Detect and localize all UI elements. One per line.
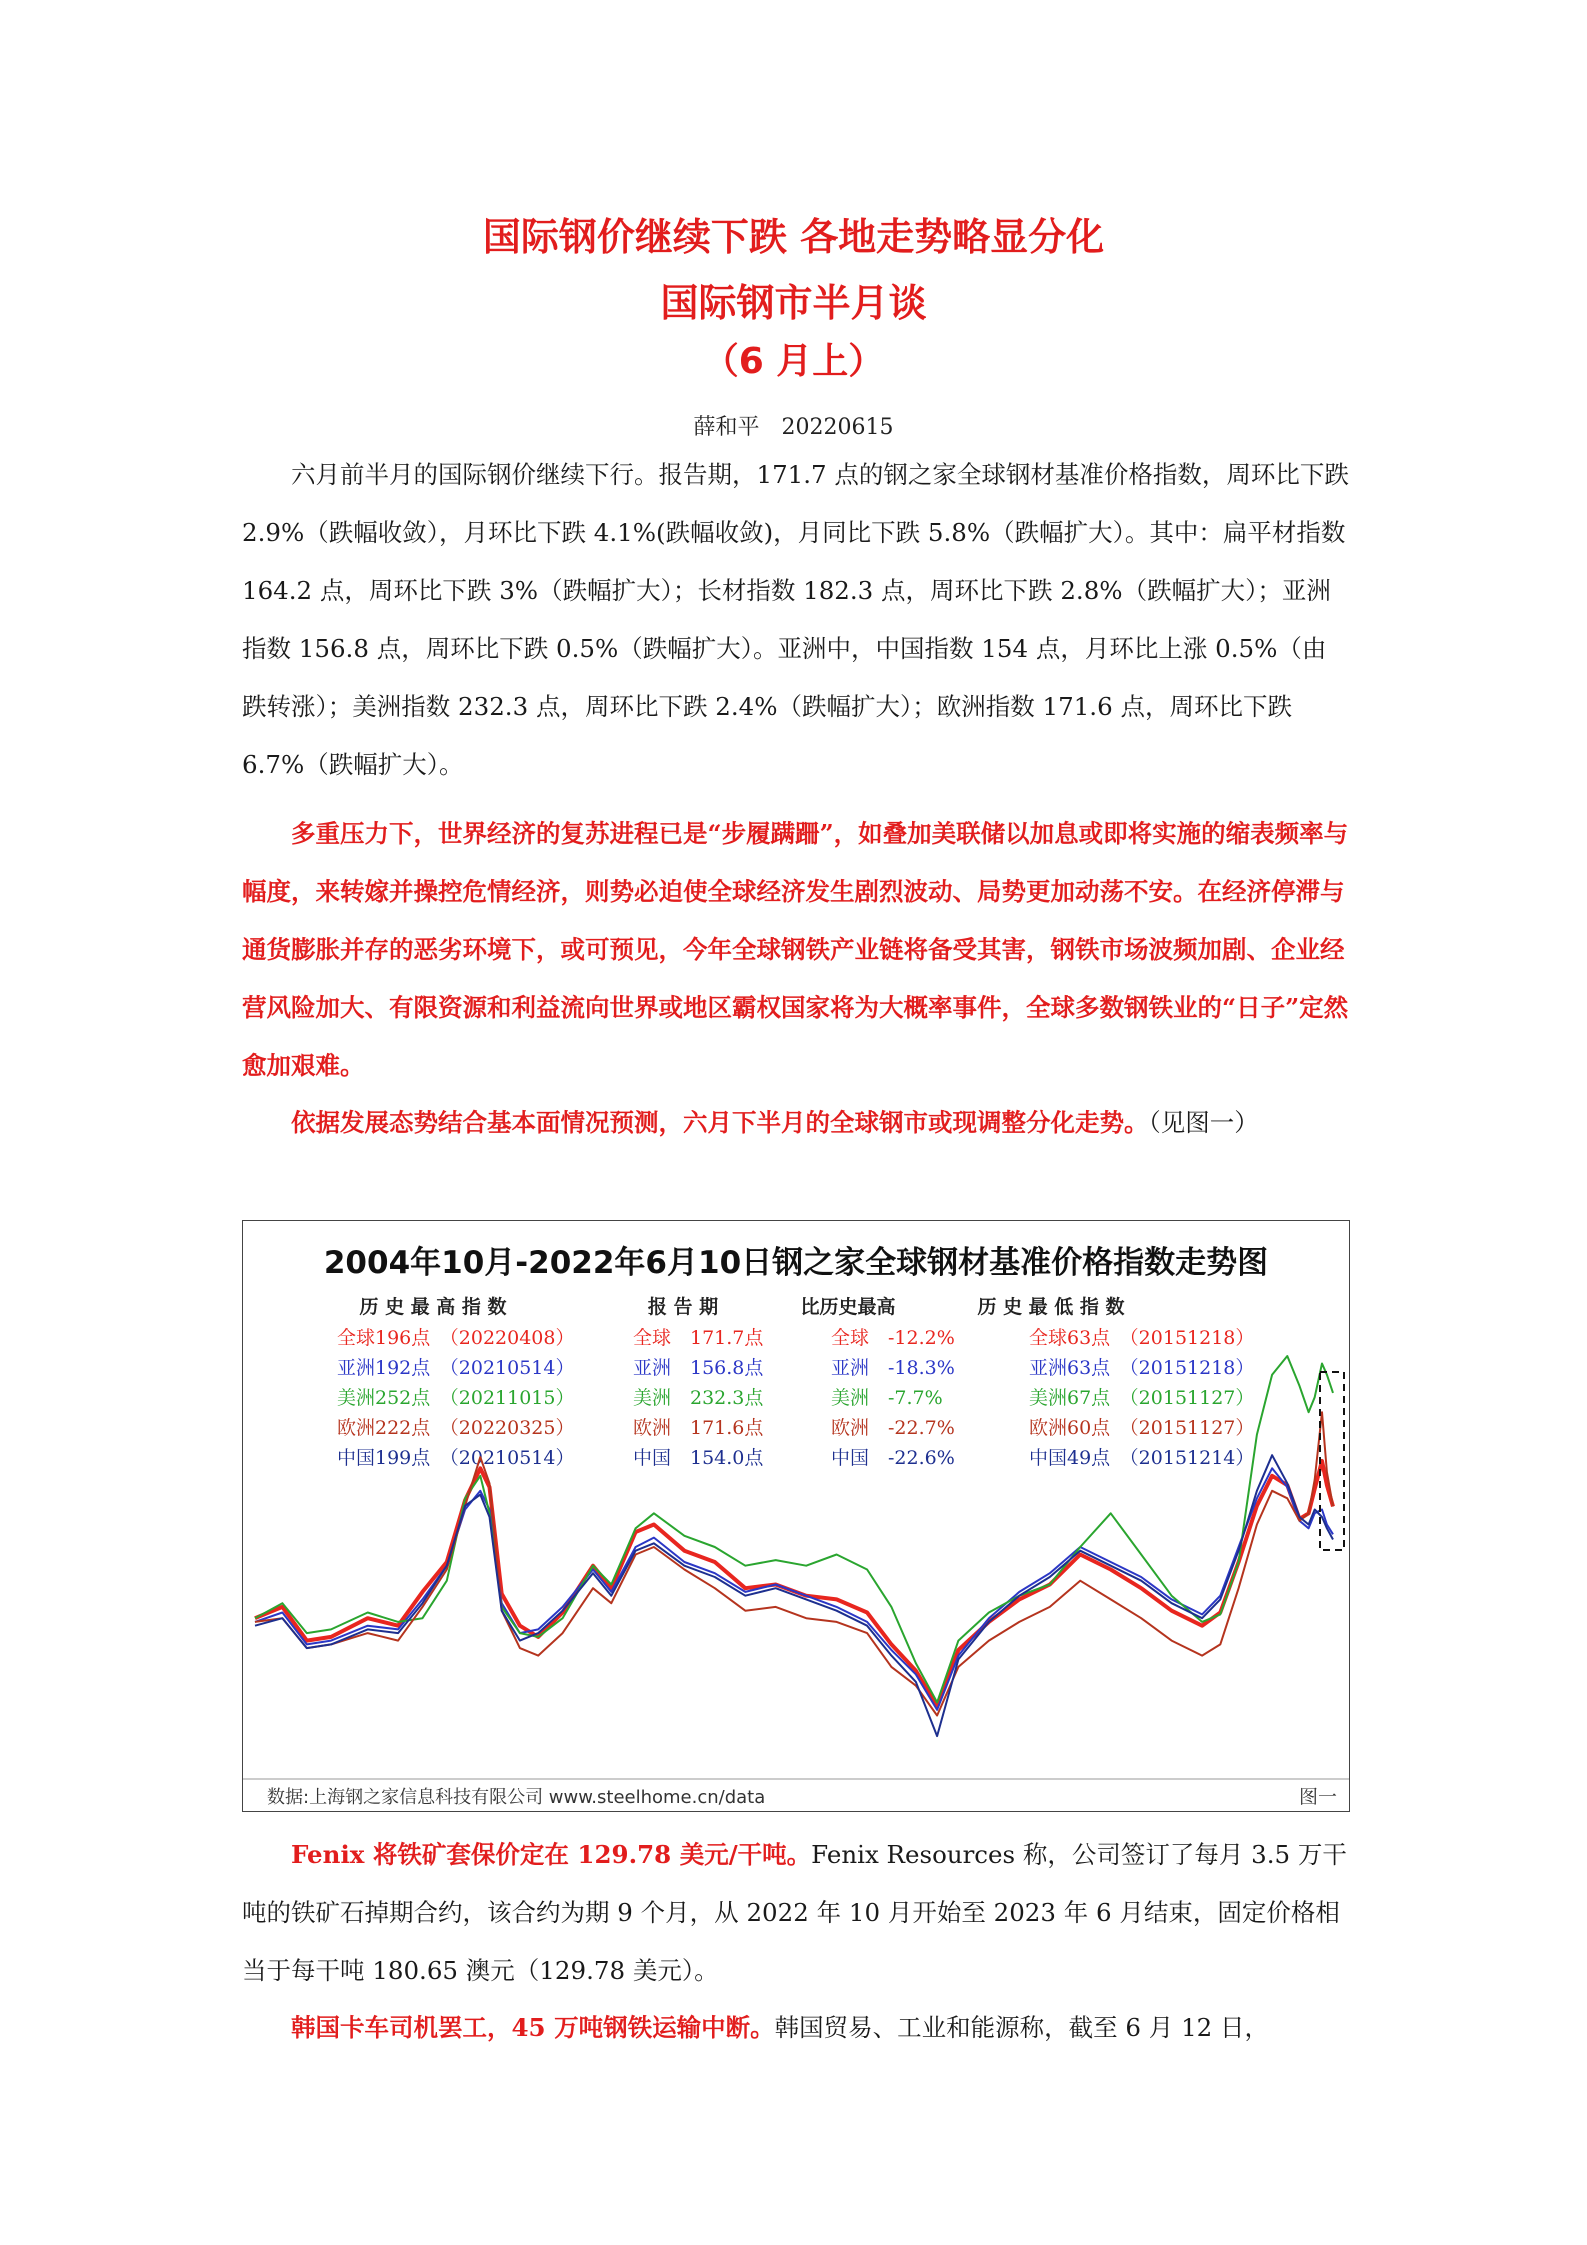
table-cell: 全球196点 （20220408） [337,1327,575,1349]
table-cell: 中国199点 （20210514） [337,1447,575,1469]
author-byline: 薛和平 20220615 [693,415,894,440]
article-period: （6 月上） [702,341,885,382]
table-cell: 全球 171.7点 [633,1327,764,1349]
article-subtitle: 国际钢市半月谈 [660,281,927,325]
table-cell: 全球63点 （20151218） [1029,1327,1255,1349]
chart-title: 2004年10月-2022年6月10日钢之家全球钢材基准价格指数走势图 [323,1245,1269,1281]
table-header: 报 告 期 [647,1296,719,1318]
paragraph-korea [242,1999,1350,2057]
table-cell: 亚洲192点 （20210514） [337,1357,575,1379]
table-cell: 全球 -12.2% [831,1327,955,1349]
fenix-body: Fenix Resources 称，公司签订了每月 3.5 万干吨的铁矿石掉期合约，该合约为期 9 个月，从 2022 年 10 月开始至 2023 年 6 月结束，固定价格相当于每干吨 180.65 澳元（129.78 美元）。 [242,1840,1347,1985]
figure-label: 图一 [1298,1786,1337,1808]
paragraph-fenix [242,1826,1350,2000]
fenix-headline: Fenix 将铁矿套保价定在 129.78 美元/干吨。 [291,1840,812,1869]
table-cell: 美洲 -7.7% [831,1387,943,1409]
table-cell: 欧洲 -22.7% [831,1417,955,1439]
series-line-0 [255,1461,1333,1706]
table-cell: 亚洲63点 （20151218） [1029,1357,1255,1379]
index-trend-chart [243,1221,1349,1811]
table-cell: 中国 154.0点 [633,1447,764,1469]
table-cell: 美洲67点 （20151127） [1029,1387,1255,1409]
table-cell: 美洲252点 （20211015） [337,1387,575,1409]
table-header: 历 史 最 高 指 数 [359,1296,507,1318]
paragraph-outlook: 多重压力下，世界经济的复苏进程已是“步履蹒跚”，如叠加美联储以加息或即将实施的缩表频率与幅度，来转嫁并操控危情经济，则势必迫使全球经济发生剧烈波动、局势更加动荡不安。在经济停滞与通货膨胀并存的恶劣环境下，或可预见，今年全球钢铁产业链将备受其害，钢铁市场波频加剧、企业经营风险加大、有限资源和利益流向世界或地区霸权国家将为大概率事件，全球多数钢铁业的“日子”定然愈加艰难。 [242,819,1349,1080]
table-cell: 中国49点 （20151214） [1029,1447,1255,1469]
table-cell: 亚洲 156.8点 [633,1357,764,1379]
figure-1-chart [242,1220,1350,1812]
chart-source: 数据:上海钢之家信息科技有限公司 www.steelhome.cn/data [267,1787,766,1808]
forecast-highlight: 依据发展态势结合基本面情况预测，六月下半月的全球钢市或现调整分化走势。 [291,1108,1149,1137]
table-cell: 亚洲 -18.3% [831,1357,955,1379]
article-title: 国际钢价继续下跌 各地走势略显分化 [482,215,1105,259]
forecast-figure-ref: （见图一） [1148,1108,1259,1137]
paragraph-forecast [242,1094,1350,1152]
table-header: 比历史最高 [800,1296,896,1318]
table-header: 历 史 最 低 指 数 [977,1296,1125,1318]
legend-table [337,1295,1254,1469]
series-lines [255,1356,1333,1736]
table-cell: 欧洲60点 （20151127） [1029,1417,1255,1439]
table-cell: 美洲 232.3点 [633,1387,764,1409]
table-cell: 中国 -22.6% [831,1447,955,1469]
korea-body: 韩国贸易、工业和能源称，截至 6 月 12 日， [774,2013,1270,2042]
korea-headline: 韩国卡车司机罢工，45 万吨钢铁运输中断。 [291,2013,775,2042]
table-cell: 欧洲222点 （20220325） [337,1417,575,1439]
table-cell: 欧洲 171.6点 [633,1417,764,1439]
paragraph-summary: 六月前半月的国际钢价继续下行。报告期，171.7 点的钢之家全球钢材基准价格指数，周环比下跌 2.9%（跌幅收敛），月环比下跌 4.1%(跌幅收敛)，月同比下跌 5.8%（跌幅扩大）。其中：扁平材指数 164.2 点，周环比下跌 3%（跌幅扩大）；长材指数 182.3 点，周环比下跌 2.8%（跌幅扩大）；亚洲指数 156.8 点，周环比下跌 0.5%（跌幅扩大）。亚洲中，中国指数 154 点，月环比上涨 0.5%（由跌转涨）；美洲指数 232.3 点，周环比下跌 2.4%（跌幅扩大）；欧洲指数 171.6 点，周环比下跌 6.7%（跌幅扩大）。 [242,460,1349,779]
